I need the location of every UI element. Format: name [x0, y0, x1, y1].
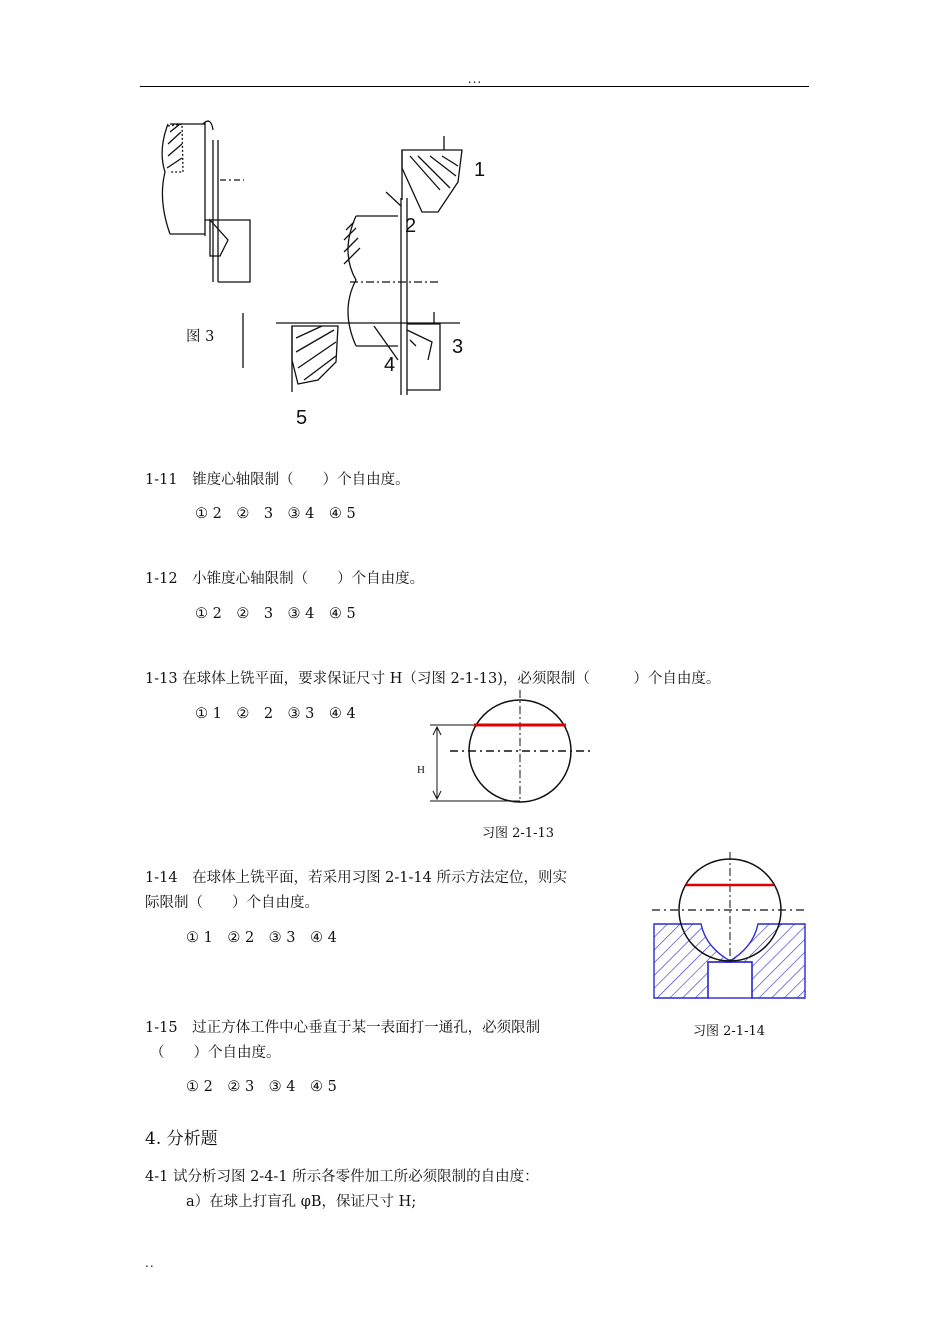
question-1-14-text-1: 1-14 在球体上铣平面，若采用习图 2-1-14 所示方法定位，则实 [145, 870, 567, 886]
fig-2-1-14-drawing [650, 848, 810, 1004]
header-dots: ... [467, 72, 483, 86]
fig3-label-1: 1 [474, 159, 486, 181]
figure-3-caption: 图 3 [186, 329, 215, 345]
question-4-1-text: 4-1 试分析习图 2-4-1 所示各零件加工所必须限制的自由度： [145, 1169, 539, 1185]
question-1-13-text: 1-13 在球体上铣平面，要求保证尺寸 H（习图 2-1-13)，必须限制（ ）个自由度。 [145, 671, 721, 687]
question-1-15-text-2: （ ）个自由度。 [150, 1045, 281, 1061]
question-1-12-text: 1-12 小锥度心轴限制（ ）个自由度。 [145, 571, 425, 587]
question-1-15-options: ① 2 ② 3 ③ 4 ④ 5 [186, 1079, 337, 1095]
question-1-11-options: ① 2 ② 3 ③ 4 ④ 5 [195, 506, 356, 522]
fig-2-1-14-caption: 习图 2-1-14 [693, 1024, 766, 1039]
fig3-label-2: 2 [405, 215, 417, 237]
question-1-12-options: ① 2 ② 3 ③ 4 ④ 5 [195, 606, 356, 622]
header-rule [140, 86, 809, 87]
question-1-15-text-1: 1-15 过正方体工件中心垂直于某一表面打一通孔，必须限制 [145, 1020, 541, 1036]
fig-2-1-13-drawing [410, 686, 600, 806]
fig-2-1-13-caption: 习图 2-1-13 [482, 826, 555, 841]
fig3-label-4: 4 [384, 354, 396, 376]
section-4-heading: 4. 分析题 [145, 1129, 218, 1149]
fig3-label-3: 3 [452, 336, 464, 358]
question-4-1-a-text: a）在球上打盲孔 φB，保证尺寸 H; [186, 1194, 417, 1210]
fig3-label-5: 5 [296, 407, 308, 429]
footer-dots: .. [145, 1256, 155, 1270]
figure-3-drawing [140, 110, 520, 430]
question-1-11-text: 1-11 锥度心轴限制（ ）个自由度。 [145, 472, 410, 488]
question-1-13-options: ① 1 ② 2 ③ 3 ④ 4 [195, 706, 356, 722]
question-1-14-text-2: 际限制（ ）个自由度。 [145, 895, 319, 911]
question-1-14-options: ① 1 ② 2 ③ 3 ④ 4 [186, 930, 337, 946]
fig-2-1-13-dim-h: H [417, 764, 425, 776]
